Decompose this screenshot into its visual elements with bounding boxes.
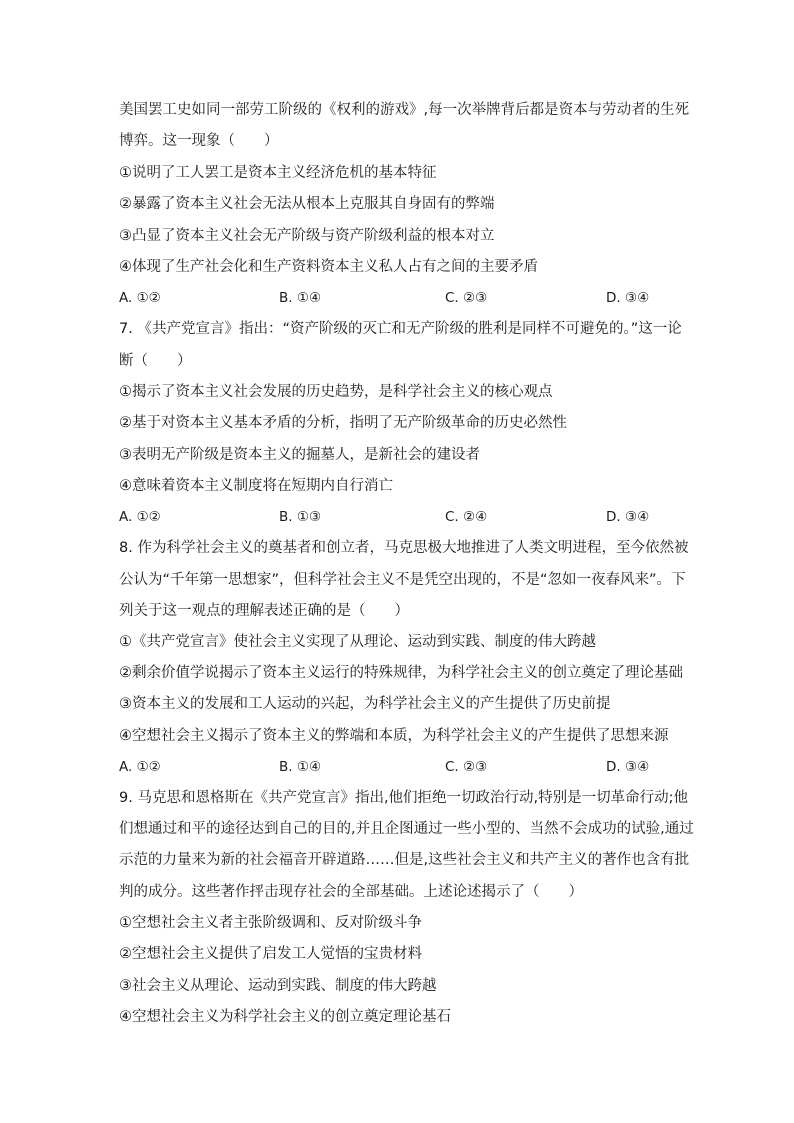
q8-option-b[interactable]: B. ①④: [279, 759, 322, 775]
q6-item-2: ②暴露了资本主义社会无法从根本上克服其自身固有的弊端: [119, 196, 495, 212]
q8-item-2: ②剩余价值学说揭示了资本主义运行的特殊规律，为科学社会主义的创立奠定了理论基础: [119, 665, 683, 681]
q7-option-a[interactable]: A. ①②: [119, 509, 161, 525]
q7-stem-line-1: 7. 《共产党宣言》指出：“资产阶级的灭亡和无产阶级的胜利是同样不可避免的。”这一论: [119, 321, 682, 337]
q8-item-4: ④空想社会主义揭示了资本主义的弊端和本质，为科学社会主义的产生提供了思想来源: [119, 728, 669, 744]
q6-stem-line-1: 美国罢工史如同一部劳工阶级的《权利的游戏》,每一次举牌背后都是资本与劳动者的生死: [119, 102, 690, 118]
q9-stem-line-1: 9. 马克思和恩格斯在《共产党宣言》指出,他们拒绝一切政治行动,特别是一切革命行动;他: [119, 790, 689, 806]
q8-options: [119, 757, 659, 777]
q8-stem-line-1: 8. 作为科学社会主义的奠基者和创立者，马克思极大地推进了人类文明进程，至今依然被: [119, 540, 689, 556]
q7-item-3: ③表明无产阶级是资本主义的掘墓人，是新社会的建设者: [119, 447, 480, 463]
q6-option-a[interactable]: A. ①②: [119, 290, 161, 306]
q7-options: [119, 507, 659, 527]
q6-stem-line-2: 博弈。这一现象（ ）: [119, 133, 279, 149]
q8-item-1: ①《共产党宣言》使社会主义实现了从理论、运动到实践、制度的伟大跨越: [119, 634, 596, 650]
q7-option-b[interactable]: B. ①③: [279, 509, 322, 525]
q9-stem-line-4: 判的成分。这些著作抨击现存社会的全部基础。上述论述揭示了（ ）: [119, 884, 583, 900]
q9-item-3: ③社会主义从理论、运动到实践、制度的伟大跨越: [119, 978, 437, 994]
q8-option-c[interactable]: C. ②③: [445, 759, 488, 775]
q8-option-a[interactable]: A. ①②: [119, 759, 161, 775]
q9-item-1: ①空想社会主义者主张阶级调和、反对阶级斗争: [119, 915, 422, 931]
q6-item-1: ①说明了工人罢工是资本主义经济危机的基本特征: [119, 165, 437, 181]
q7-item-1: ①揭示了资本主义社会发展的历史趋势，是科学社会主义的核心观点: [119, 384, 553, 400]
q7-stem-line-2: 断（ ）: [119, 353, 192, 369]
q8-stem-line-2: 公认为“千年第一思想家”，但科学社会主义不是凭空出现的，不是“忽如一夜春风来”。下: [119, 572, 686, 588]
q6-option-d[interactable]: D. ③④: [606, 290, 650, 306]
q6-options: [119, 288, 659, 308]
q7-item-4: ④意味着资本主义制度将在短期内自行消亡: [119, 478, 393, 494]
q7-option-c[interactable]: C. ②④: [445, 509, 488, 525]
q6-option-c[interactable]: C. ②③: [445, 290, 488, 306]
q9-item-2: ②空想社会主义提供了启发工人觉悟的宝贵材料: [119, 946, 422, 962]
q9-stem-line-3: 示范的力量来为新的社会福音开辟道路……但是,这些社会主义和共产主义的著作也含有批: [119, 852, 690, 868]
q8-stem-line-3: 列关于这一观点的理解表述正确的是（ ）: [119, 603, 409, 619]
q6-item-3: ③凸显了资本主义社会无产阶级与资产阶级利益的根本对立: [119, 228, 495, 244]
q7-option-d[interactable]: D. ③④: [606, 509, 650, 525]
q6-item-4: ④体现了生产社会化和生产资料资本主义私人占有之间的主要矛盾: [119, 259, 538, 275]
q7-item-2: ②基于对资本主义基本矛盾的分析，指明了无产阶级革命的历史必然性: [119, 415, 567, 431]
q9-item-4: ④空想社会主义为科学社会主义的创立奠定理论基石: [119, 1009, 451, 1025]
q8-item-3: ③资本主义的发展和工人运动的兴起，为科学社会主义的产生提供了历史前提: [119, 696, 611, 712]
q8-option-d[interactable]: D. ③④: [606, 759, 650, 775]
q9-stem-line-2: 们想通过和平的途径达到自己的目的,并且企图通过一些小型的、当然不会成功的试验,通过: [119, 821, 694, 837]
q6-option-b[interactable]: B. ①④: [279, 290, 322, 306]
